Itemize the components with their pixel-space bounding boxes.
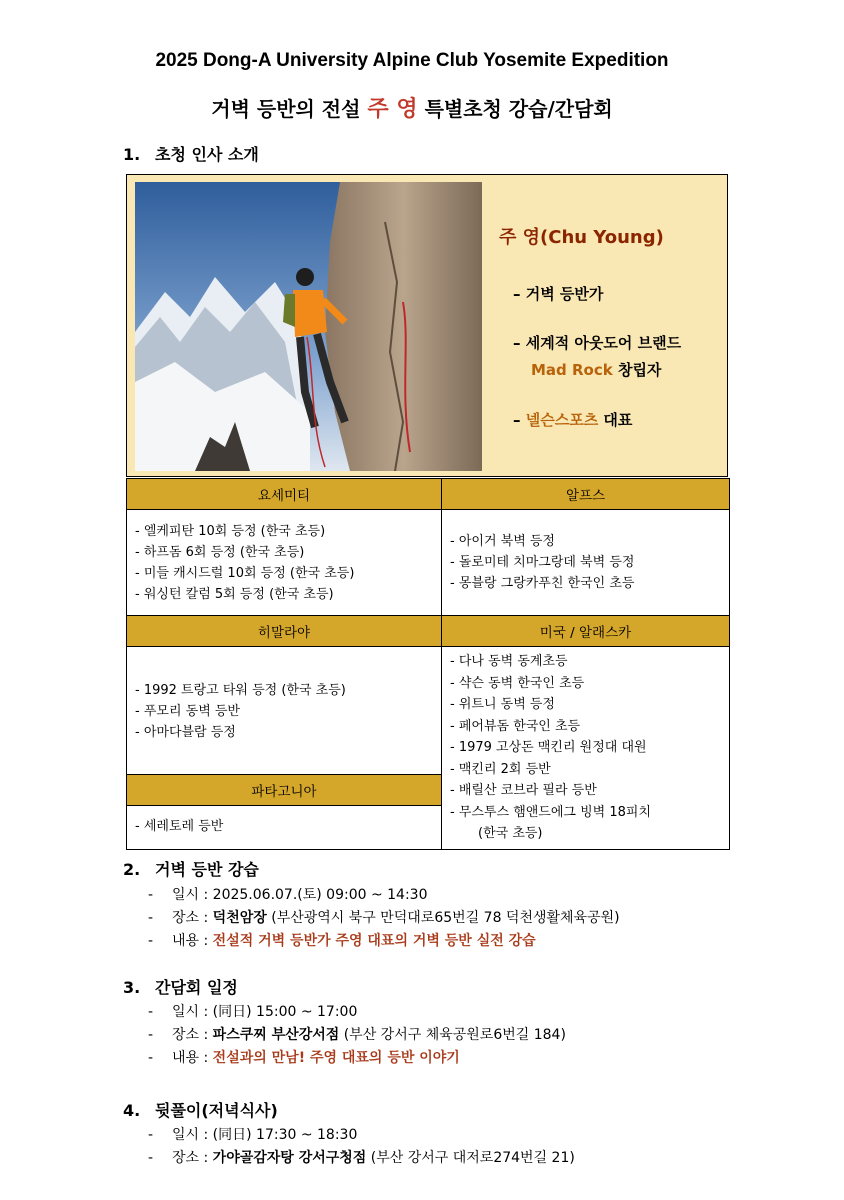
meeting-date: - 일시 : (同日) 15:00 ~ 17:00 (148, 1004, 358, 1020)
lecture-place: - 장소 : 덕천암장 (부산광역시 북구 만덕대로65번길 78 덕천생활체육공원) (148, 910, 620, 926)
list-alps: - 아이거 북벽 등정 - 돌로미테 치마그랑데 북벽 등정 - 몽블랑 그랑카푸친 한국인 초등 (442, 510, 730, 616)
meeting-place: - 장소 : 파스쿠찌 부산강서점 (부산 강서구 체육공원로6번길 184) (148, 1027, 566, 1043)
header-yosemite: 요세미티 (127, 479, 442, 510)
list-yosemite: - 엘케피탄 10회 등정 (한국 초등) - 하프돔 6회 등정 (한국 초등) - 미들 캐시드럴 10회 등정 (한국 초등) - 워싱턴 칼럼 5회 등정 (한국 초등) (127, 510, 442, 616)
list-himalaya: - 1992 트랑고 타워 등정 (한국 초등) - 푸모리 동벽 등반 - 아마다블람 등정 (135, 682, 346, 740)
header-usa: 미국 / 알래스카 (442, 616, 730, 647)
subtitle-suffix: 특별초청 강습/간담회 (424, 97, 613, 121)
section-1-heading: 1. 초청 인사 소개 (123, 145, 259, 164)
profile-box (126, 174, 728, 477)
section-3-heading: 3. 간담회 일정 (123, 978, 238, 997)
section-2-heading: 2. 거벽 등반 강습 (123, 860, 259, 879)
career-table (126, 478, 730, 850)
profile-role-4: – 넬슨스포츠 대표 (513, 411, 633, 429)
header-himalaya: 히말라야 (127, 616, 442, 647)
profile-role-2: – 세계적 아웃도어 브랜드 (513, 334, 682, 352)
subtitle-name: 주 영 (367, 97, 418, 122)
section-4-heading: 4. 뒷풀이(저녁식사) (123, 1101, 278, 1120)
left-column-lower (127, 647, 442, 850)
document-title: 2025 Dong-A University Alpine Club Yosemite Expedition (155, 50, 669, 71)
dinner-place: - 장소 : 가야골감자탕 강서구청점 (부산 강서구 대저로274번길 21) (148, 1150, 575, 1166)
meeting-content: - 내용 : 전설과의 만남! 주영 대표의 등반 이야기 (148, 1050, 460, 1066)
climber-photo (135, 182, 482, 471)
lecture-content: - 내용 : 전설적 거벽 등반가 주영 대표의 거벽 등반 실전 강습 (148, 933, 536, 949)
profile-name: 주 영(Chu Young) (499, 227, 664, 248)
profile-role-3: Mad Rock 창립자 (531, 361, 662, 379)
lecture-date: - 일시 : 2025.06.07.(토) 09:00 ~ 14:30 (148, 887, 428, 903)
header-patagonia: 파타고니아 (127, 774, 441, 805)
header-alps: 알프스 (442, 479, 730, 510)
subtitle-prefix: 거벽 등반의 전설 (211, 97, 361, 121)
list-usa: - 다나 동벽 동계초등 - 샥슨 동벽 한국인 초등 - 위트니 동벽 등정 - 페어뷰돔 한국인 초등 - 1979 고상돈 맥킨리 원정대 대원 - 맥킨리 2회 등반 - 배릴산 코브라 필라 등반 - 무스투스 햄앤드에그 빙벽 18피치 (한국 초등) (442, 647, 730, 850)
list-patagonia: - 세레토레 등반 (135, 819, 224, 834)
profile-role-1: – 거벽 등반가 (513, 285, 604, 303)
dinner-date: - 일시 : (同日) 17:30 ~ 18:30 (148, 1127, 358, 1143)
document-subtitle (0, 92, 824, 123)
